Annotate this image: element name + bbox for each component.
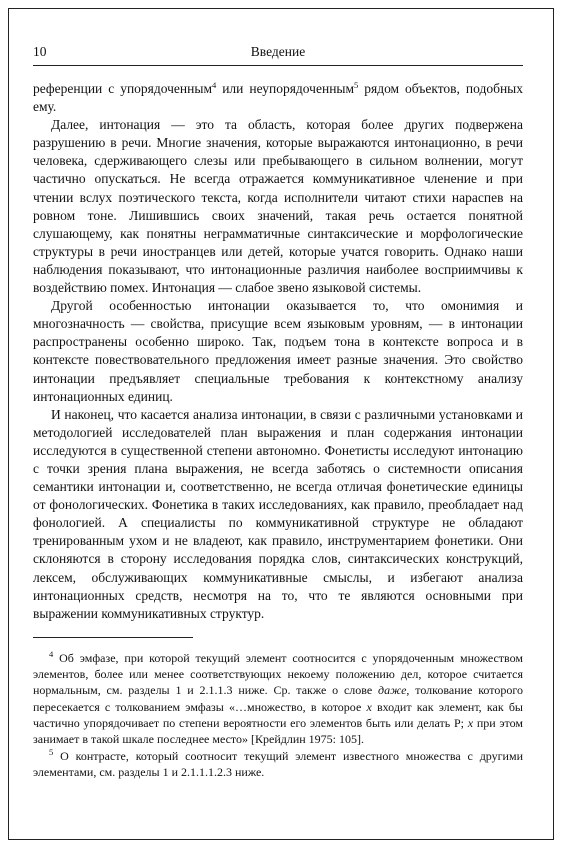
document-page [33,44,523,780]
footnote-5: $^5$ О контрасте, который соотносит текущий элемент известного множества с другими элементами, см. разделы 1 и 2.1.1.1.2.3 ниже. [33,746,523,779]
footnote-ref-4[interactable]: 4 [212,80,217,90]
footnote-separator [33,637,193,638]
paragraph-3: Другой особенностью интонации оказывается то, что омонимия и многозначность — свойства, присущие всем языковым уровням, — в интонации распространены особенно широко. Так, подъем тона в контексте вопроса и в контексте повествовательного предложения имеет разные значения. Это свойство интонации предъявляет специальные требования к контекстному анализу интонационных единиц. [33,298,523,404]
page-number: 10 [33,44,47,59]
footnotes [33,650,523,780]
paragraph-4: И наконец, что касается анализа интонации, в связи с различными установками и методологией исследователей план выражения и план содержания интонации исследуются в существенной степени автономно. Фонетисты исследуют интонацию с точки зрения плана выражения, не всегда заботясь о системности описания семантики интонации и, соответственно, не всегда отличая фонетические единицы от фонологических. Фонетика в таких исследованиях, как правило, преобладает над фонологией. А специалисты по коммуникативной структуре не обладают тренированным ухом и не владеют, как правило, инструментарием фонетики. Они склоняются в сторону исследования порядка слов, синтаксических конструкций, лексем, обслуживающих коммуникативные смыслы, и избегают анализа интонационных средств, несмотря на то, что те являются основными при выражении коммуникативных структур. [33,406,523,621]
main-text [33,80,523,623]
footnote-5-number: 5 [49,746,54,757]
footnote-ref-5[interactable]: 5 [354,80,359,90]
paragraph-2: Далее, интонация — это та область, которая более других подвержена разрушению в речи. Многие значения, которые выражаются интонационно, в речи человека, сдерживающего слезы или пребывающего в сильном волнении, могут частично опускаться. Не всегда отражается коммуникативное членение и при чтении вслух поэтического текста, когда исполнители читают стихи нараспев на ровном тоне. Лишившись своих значений, такая речь остается понятной слушающему, как понятны неграмматичные синтаксические и морфологические структуры в речи иностранцев или детей, которые учатся говорить. Однако наши наблюдения показывают, что интонационные различия наиболее восприимчивы к воздействию помех. Интонация — слабое звено языковой системы. [33,117,523,296]
footnote-4: $^4$ Об эмфазе, при которой текущий элемент соотносится с упорядоченным множеством элементов, более или менее соответствующих некоему положению дел, которое считается нормальным, см. разделы 1 и 2.1.1.3 ниже. Ср. также о слове даже, толкование которого пересекается с толкованием эмфазы «…множество, в которое x входит как элемент, как бы частично упорядочивает по степени вероятности его элементов быть или делать P; x при этом занимает в такой шкале последнее место» [Крейдлин 1975: 105]. [33,648,523,747]
paragraph-1: референции с упорядоченным$^4$ или неупорядоченным$^5$ рядом объектов, подобных ему. [33,80,523,115]
running-header [33,44,523,66]
footnote-4-number: 4 [49,648,54,659]
running-title: Введение [250,44,306,59]
